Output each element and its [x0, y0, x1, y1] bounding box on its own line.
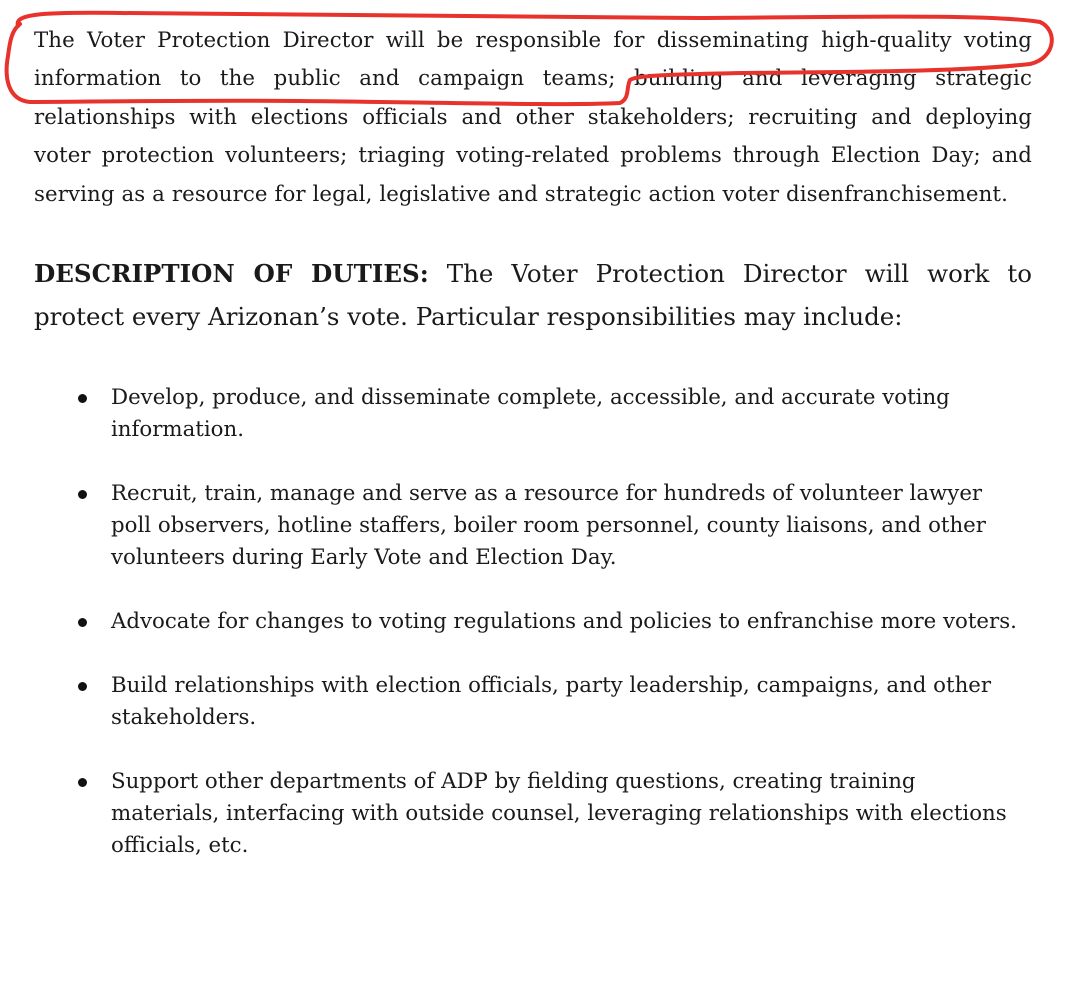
bullet-icon [78, 490, 87, 499]
list-item-text: Advocate for changes to voting regulations and policies to enfranchise more voters. [111, 609, 1017, 635]
list-item-text: Develop, produce, and disseminate complete, accessible, and accurate voting information. [111, 385, 950, 443]
bullet-icon [78, 618, 87, 627]
duties-paragraph [34, 252, 1032, 338]
list-item-text: Support other departments of ADP by fielding questions, creating training materials, interfacing with outside counsel, leveraging relationships with elections officials, etc. [111, 769, 1007, 859]
list-item [34, 670, 1032, 734]
list-item [34, 382, 1032, 446]
duties-heading: DESCRIPTION OF DUTIES: [34, 259, 429, 289]
list-item [34, 766, 1032, 862]
list-item-text: Build relationships with election officials, party leadership, campaigns, and other stakeholders. [111, 673, 992, 731]
bullet-icon [78, 394, 87, 403]
list-item-text: Recruit, train, manage and serve as a resource for hundreds of volunteer lawyer poll observers, hotline staffers, boiler room personnel, county liaisons, and other volunteers during Early Vote and Election Day. [111, 481, 986, 571]
bullet-icon [78, 778, 87, 787]
document-body [34, 22, 1032, 894]
list-item [34, 478, 1032, 574]
duties-list [34, 382, 1032, 862]
intro-paragraph: The Voter Protection Director will be responsible for disseminating high-quality voting information to the public and campaign teams; building and leveraging strategic relationships with elections officials and other stakeholders; recruiting and deploying voter protection volunteers; triaging voting-related problems through Election Day; and serving as a resource for legal, legislative and strategic action voter disenfranchisement. [34, 28, 1032, 207]
duties-text: The Voter Protection Director will work to protect every Arizonan’s vote. Particular responsibilities may include: [34, 259, 1032, 332]
bullet-icon [78, 682, 87, 691]
list-item [34, 606, 1032, 638]
